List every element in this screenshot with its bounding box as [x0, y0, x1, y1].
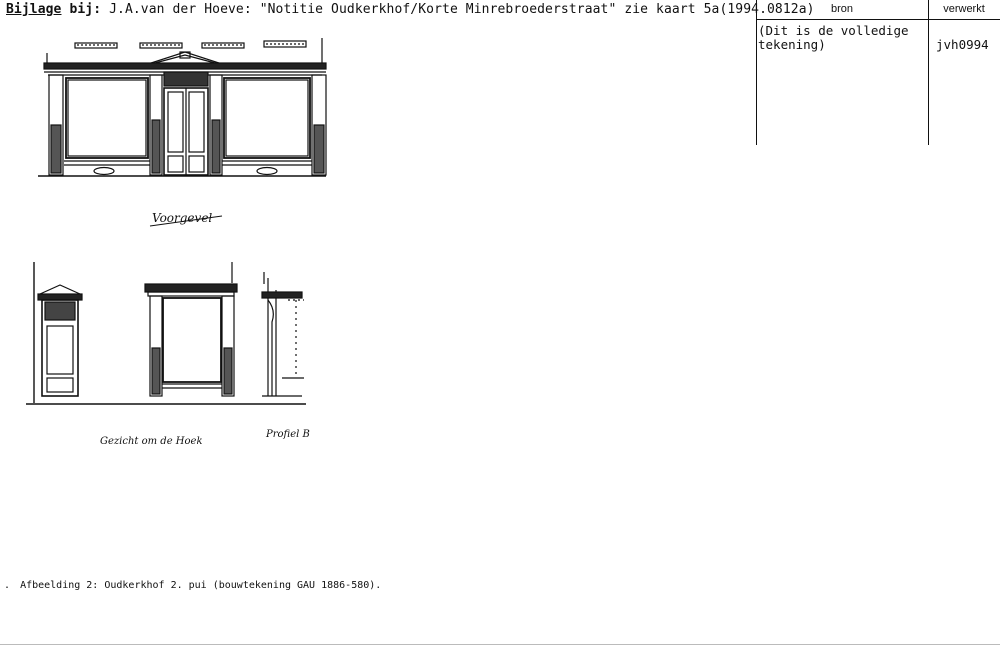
label-voorgevel: Voorgevel — [152, 211, 213, 225]
label-profiel: Profiel B — [266, 429, 310, 440]
header-bij: bij: — [69, 2, 102, 17]
caption-bullet: . — [4, 580, 11, 591]
col-bron-header: bron — [830, 3, 854, 15]
header-label: Bijlage — [6, 2, 62, 17]
caption-text: Afbeelding 2: Oudkerkhof 2. pui (bouwtekening GAU 1886-580). — [20, 580, 382, 591]
bron-cell: (Dit is de volledige tekening) — [758, 23, 909, 52]
verwerkt-cell: jvh0994 — [936, 37, 989, 52]
label-gezicht: Gezicht om de Hoek — [100, 436, 203, 447]
header-text: J.A.van der Hoeve: "Notitie Oudkerkhof/Korte Minrebroederstraat" zie kaart 5a(1994.0812a) — [109, 2, 815, 17]
voorgevel-elevation — [38, 38, 326, 176]
figure-caption — [4, 580, 381, 591]
profile-section — [262, 272, 304, 396]
page-bottom-rule — [0, 644, 1000, 645]
col-verwerkt-header: verwerkt — [943, 3, 985, 15]
